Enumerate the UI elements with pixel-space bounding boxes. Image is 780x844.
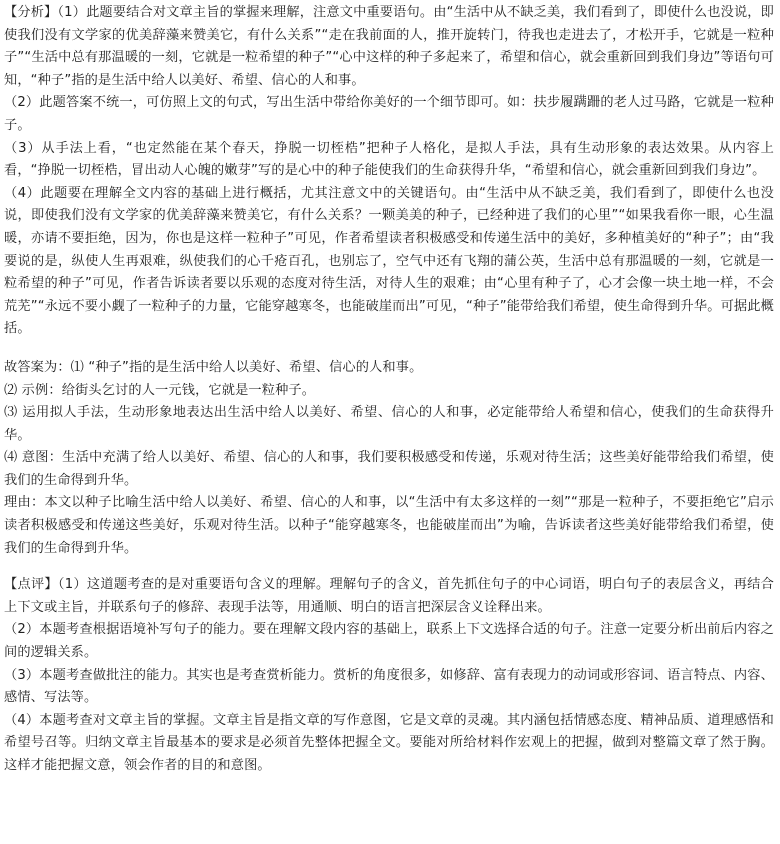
answer-paragraph-3: ⑶ 运用拟人手法，生动形象地表达出生活中给人以美好、希望、信心的人和事，必定能带给人希望和信心，使我们的生命获得升华。	[4, 405, 774, 443]
analysis-paragraph-2: （2）此题答案不统一，可仿照上文的句式，写出生活中带给你美好的一个细节即可。如：扶步履蹒跚的老人过马路，它就是一粒种子。	[4, 95, 774, 133]
answer-paragraph-1: 故答案为：⑴ “种子”指的是生活中给人以美好、希望、信心的人和事。	[4, 359, 423, 375]
section-spacer	[4, 341, 774, 357]
comment-paragraph-4: （4）本题考查对文章主旨的掌握。文章主旨是指文章的写作意图，它是文章的灵魂。其内涵包括情感态度、精神品质、道理感悟和希望号召等。归纳文章主旨最基本的要求是必须首先整体把握全文。要能对所给材料作宏观上的把握，做到对整篇文章了然于胸。这样才能把握文意，领会作者的目的和意图。	[4, 712, 774, 773]
analysis-section	[4, 2, 774, 341]
analysis-paragraph-3: （3）从手法上看，“也定然能在某个春天，挣脱一切桎梏”把种子人格化，是拟人手法，具有生动形象的表达效果。从内容上看，“挣脱一切桎梏，冒出动人心魄的嫩芽”写的是心中的种子能使我们的生命获得升华，“希望和信心，就会重新回到我们身边”。	[4, 140, 774, 179]
answer-section	[4, 357, 774, 560]
answer-paragraph-2: ⑵ 示例：给街头乞讨的人一元钱，它就是一粒种子。	[4, 382, 316, 398]
answer-reason-paragraph: 理由：本文以种子比喻生活中给人以美好、希望、信心的人和事，以“生活中有太多这样的一刻”“那是一粒种子，不要拒绝它”启示读者积极感受和传递这些美好，乐观对待生活。以种子“能穿越寒冬，也能破崖而出”为喻，告诉读者这些美好能带给我们希望，使我们的生命得到升华。	[4, 495, 774, 556]
section-spacer	[4, 560, 774, 574]
analysis-paragraph-4: （4）此题要在理解全文内容的基础上进行概括，尤其注意文中的关键语句。由“生活中从不缺乏美，我们看到了，即使什么也没说，即使我们没有文学家的优美辞藻来赞美它，有什么关系？一颗美美的种子，已经种进了我们的心里”“如果我看你一眼，心生温暖，亦请不要拒绝，因为，你也是这样一粒种子”可见，作者希望读者积极感受和传递生活中的美好，多种植美好的“种子”；由“我要说的是，纵使人生再艰难，纵使我们的心千疮百孔，也别忘了，空气中还有飞翔的蒲公英，生活中总有那温暖的一刻，它就是一粒希望的种子”可见，作者告诉读者要以乐观的态度对待生活，对待人生的艰难；由“心里有种子了，心才会像一块土地一样，不会荒芜”“永远不要小觑了一粒种子的力量，它能穿越寒冬，也能破崖而出”可见，“种子”能带给我们希望，使生命得到升华。可据此概括。	[4, 185, 774, 337]
comment-paragraph-1: 【点评】（1）这道题考查的是对重要语句含义的理解。理解句子的含义，首先抓住句子的中心词语，明白句子的表层含义，再结合上下文或主旨，并联系句子的修辞、表现手法等，用通顺、明白的语言把深层含义诠释出来。	[4, 577, 774, 615]
answer-paragraph-4: ⑷ 意图：生活中充满了给人以美好、希望、信心的人和事，我们要积极感受和传递，乐观对待生活；这些美好能带给我们希望，使我们的生命得到升华。	[4, 450, 774, 488]
analysis-paragraph-1: 【分析】（1）此题要结合对文章主旨的掌握来理解，注意文中重要语句。由“生活中从不缺乏美，我们看到了，即使什么也没说，即使我们没有文学家的优美辞藻来赞美它，有什么关系”“走在我前面的人，推开旋转门，待我也走进去了，才松开手，它就是一粒种子”“生活中总有那温暖的一刻，它就是一粒希望的种子”“心中这样的种子多起来了，希望和信心，就会重新回到我们身边”等语句可知，“种子”指的是生活中给人以美好、希望、信心的人和事。	[4, 5, 774, 88]
comment-paragraph-2: （2）本题考查根据语境补写句子的能力。要在理解文段内容的基础上，联系上下文选择合适的句子。注意一定要分析出前后内容之间的逻辑关系。	[4, 622, 774, 661]
comment-paragraph-3: （3）本题考查做批注的能力。其实也是考查赏析能力。赏析的角度很多，如修辞、富有表现力的动词或形容词、语言特点、内容、感情、写法等。	[4, 667, 774, 706]
comment-section	[4, 574, 774, 777]
